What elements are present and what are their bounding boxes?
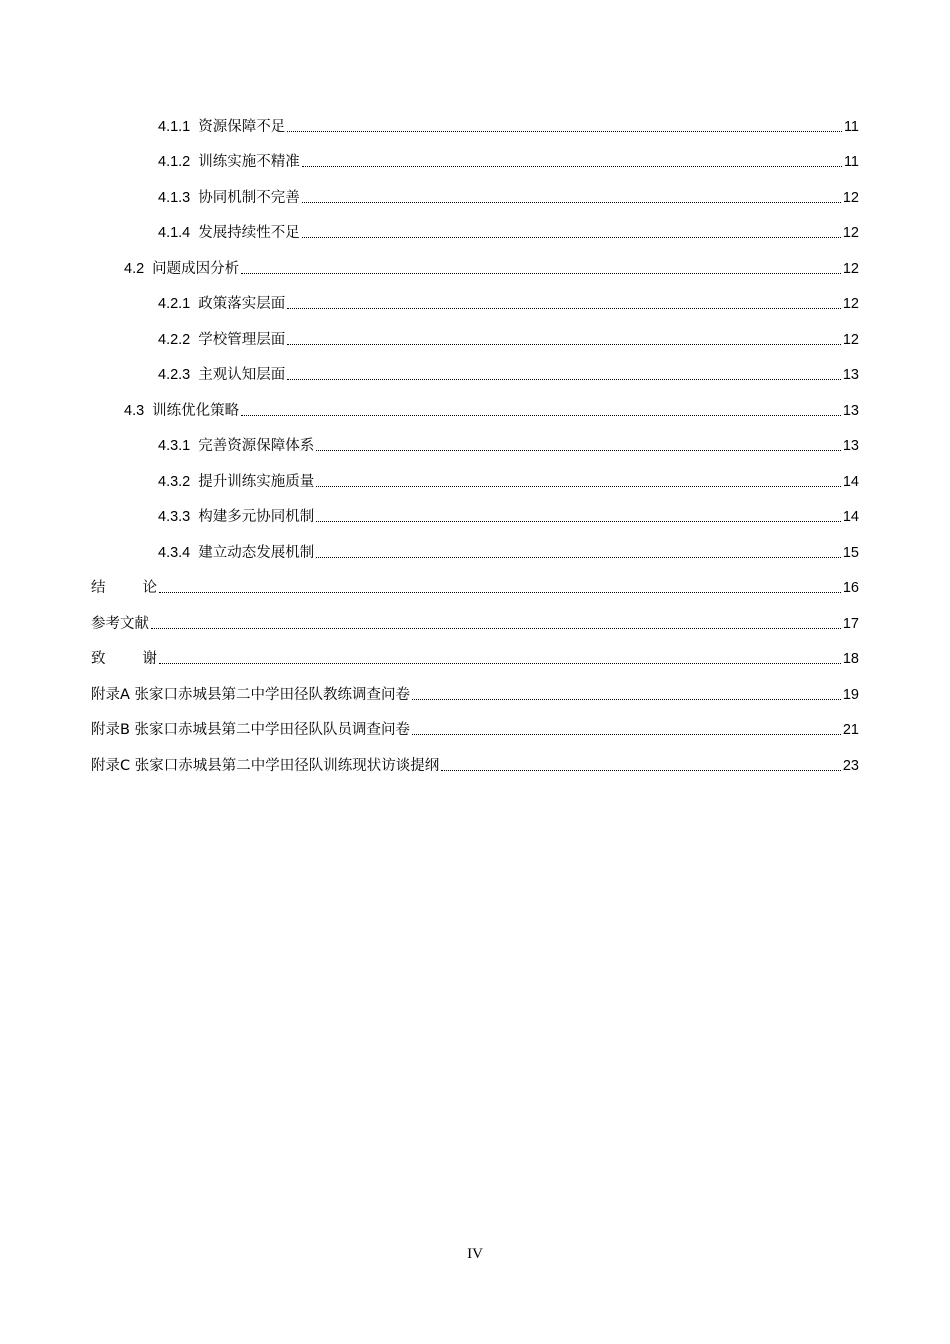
toc-entry-number: 4.2.3 <box>158 367 191 383</box>
toc-entry-title: 构建多元协同机制 <box>198 509 315 525</box>
toc-entry-page: 12 <box>842 296 859 312</box>
toc-leader-dots <box>159 592 841 593</box>
toc-entry-page: 12 <box>842 261 859 277</box>
toc-entry-title <box>91 650 157 668</box>
toc-entry-number: 4.2 <box>124 261 145 277</box>
toc-entry-number: 4.1.4 <box>158 225 191 241</box>
toc-entry-4-2-2[interactable] <box>158 327 859 349</box>
toc-leader-dots <box>302 202 841 203</box>
toc-entry-page: 11 <box>843 154 859 170</box>
toc-entry-title-char: 谢 <box>142 651 157 667</box>
toc-entry-number: 4.2.1 <box>158 296 191 312</box>
toc-leader-dots <box>287 308 841 309</box>
toc-entry-page: 13 <box>842 403 859 419</box>
toc-entry-title: 训练实施不精准 <box>198 154 300 170</box>
toc-entry-title: 问题成因分析 <box>152 261 240 277</box>
toc-entry-number: 4.3.2 <box>158 474 191 490</box>
toc-leader-dots <box>287 344 841 345</box>
toc-entry-page: 17 <box>842 616 859 632</box>
toc-entry-number: 4.3 <box>124 403 145 419</box>
toc-entry-title-char: 致 <box>91 651 106 667</box>
toc-entry-title: 资源保障不足 <box>198 119 286 135</box>
toc-entry-number: 4.3.4 <box>158 545 191 561</box>
toc-entry-4-2-3[interactable] <box>158 362 859 384</box>
toc-entry-number: 4.1.3 <box>158 190 191 206</box>
toc-leader-dots <box>316 450 841 451</box>
toc-entry-4-2[interactable] <box>124 256 859 278</box>
toc-entry-4-1-4[interactable] <box>158 220 859 242</box>
toc-leader-dots <box>316 486 841 487</box>
toc-entry-title: 发展持续性不足 <box>198 225 300 241</box>
toc-entry-title: 参考文献 <box>91 616 149 632</box>
toc-entry-page: 18 <box>842 651 859 667</box>
toc-leader-dots <box>287 379 841 380</box>
toc-entry-page: 13 <box>842 367 859 383</box>
toc-entry-page: 15 <box>842 545 859 561</box>
toc-entry-appendix-a[interactable] <box>91 682 859 704</box>
toc-entry-4-3[interactable] <box>124 398 859 420</box>
toc-entry-references[interactable] <box>91 611 859 633</box>
toc-leader-dots <box>441 770 841 771</box>
page-number: IV <box>467 1246 483 1262</box>
toc-entry-appendix-c[interactable] <box>91 753 859 775</box>
toc-entry-4-1-3[interactable] <box>158 185 859 207</box>
toc-entry-title: 政策落实层面 <box>198 296 286 312</box>
toc-entry-page: 14 <box>842 474 859 490</box>
toc-entry-title: 附录C 张家口赤城县第二中学田径队训练现状访谈提纲 <box>91 758 440 774</box>
toc-entry-number: 4.3.1 <box>158 438 191 454</box>
toc-entry-title: 建立动态发展机制 <box>198 545 315 561</box>
toc-entry-page: 14 <box>842 509 859 525</box>
toc-entry-appendix-b[interactable] <box>91 717 859 739</box>
toc-entry-page: 12 <box>842 225 859 241</box>
toc-entry-page: 19 <box>842 687 859 703</box>
toc-entry-4-2-1[interactable] <box>158 291 859 313</box>
toc-entry-number: 4.2.2 <box>158 332 191 348</box>
toc-entry-page: 21 <box>842 722 859 738</box>
toc-entry-page: 23 <box>842 758 859 774</box>
toc-entry-acknowledgements[interactable] <box>91 646 859 668</box>
toc-entry-4-3-2[interactable] <box>158 469 859 491</box>
toc-leader-dots <box>316 557 841 558</box>
toc-entry-page: 12 <box>842 190 859 206</box>
toc-entry-page: 13 <box>842 438 859 454</box>
toc-entry-page: 12 <box>842 332 859 348</box>
toc-leader-dots <box>302 237 841 238</box>
toc-entry-page: 11 <box>843 119 859 135</box>
toc-entry-conclusion[interactable] <box>91 575 859 597</box>
toc-entry-4-3-1[interactable] <box>158 433 859 455</box>
toc-entry-title: 协同机制不完善 <box>198 190 300 206</box>
toc-leader-dots <box>302 166 842 167</box>
toc-entry-title: 完善资源保障体系 <box>198 438 315 454</box>
toc-entry-title: 附录A 张家口赤城县第二中学田径队教练调查问卷 <box>91 687 411 703</box>
toc-entry-title: 提升训练实施质量 <box>198 474 315 490</box>
toc-leader-dots <box>412 734 841 735</box>
toc-entry-number: 4.3.3 <box>158 509 191 525</box>
toc-entry-4-1-1[interactable] <box>158 114 859 136</box>
toc-leader-dots <box>159 663 841 664</box>
toc-entry-title-char: 结 <box>91 580 106 596</box>
toc-entry-title: 主观认知层面 <box>198 367 286 383</box>
toc-leader-dots <box>412 699 841 700</box>
toc-entry-title: 附录B 张家口赤城县第二中学田径队队员调查问卷 <box>91 722 411 738</box>
toc-leader-dots <box>241 273 841 274</box>
toc-entry-page: 16 <box>842 580 859 596</box>
toc-entry-4-3-3[interactable] <box>158 504 859 526</box>
toc-entry-number: 4.1.2 <box>158 154 191 170</box>
toc-entry-title: 训练优化策略 <box>152 403 240 419</box>
toc-entry-number: 4.1.1 <box>158 119 191 135</box>
toc-entry-4-3-4[interactable] <box>158 540 859 562</box>
toc-leader-dots <box>241 415 841 416</box>
toc-entry-4-1-2[interactable] <box>158 149 859 171</box>
toc-entry-title <box>91 579 157 597</box>
toc-leader-dots <box>316 521 841 522</box>
toc-entry-title-char: 论 <box>142 580 157 596</box>
toc-leader-dots <box>151 628 841 629</box>
toc-entry-title: 学校管理层面 <box>198 332 286 348</box>
toc-leader-dots <box>287 131 842 132</box>
